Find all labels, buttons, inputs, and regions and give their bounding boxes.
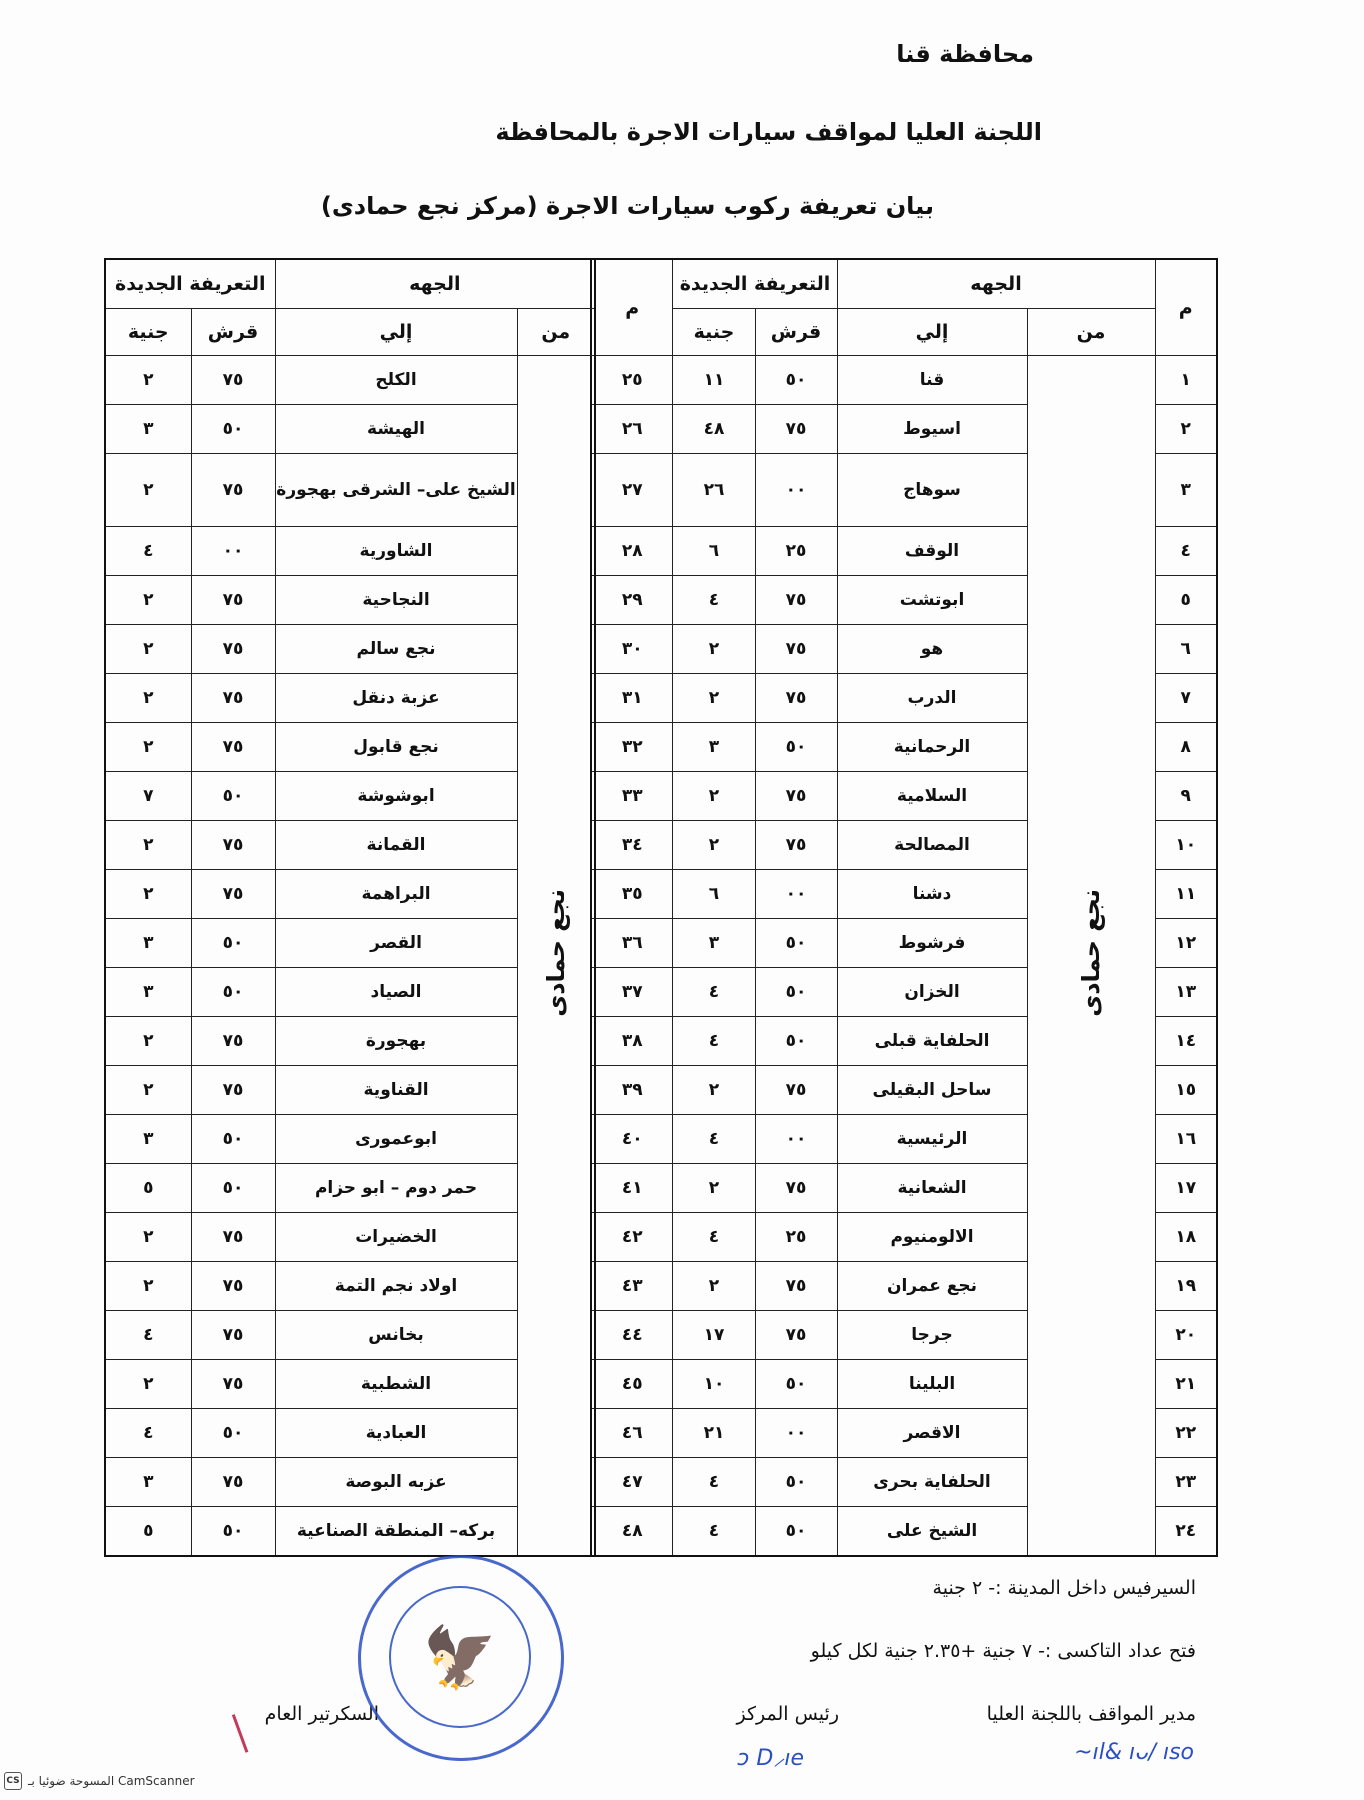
camscanner-watermark — [4, 1772, 195, 1790]
fare-pound: ٦ — [673, 870, 755, 919]
destination: البلينا — [837, 1360, 1027, 1409]
fare-pound: ٢ — [673, 625, 755, 674]
destination: عزبة دنقل — [275, 674, 517, 723]
row-index: ٣٣ — [591, 772, 673, 821]
fare-piaster: ٠٠ — [191, 527, 275, 576]
fare-pound: ٢ — [105, 576, 191, 625]
row-index: ٥ — [1155, 576, 1217, 625]
row-index: ٣٢ — [591, 723, 673, 772]
destination: القمانة — [275, 821, 517, 870]
signatory-secretary: السكرتير العام — [264, 1703, 379, 1725]
fare-pound: ٢ — [105, 1017, 191, 1066]
camscanner-text: المسوحة ضوئيا بـ CamScanner — [28, 1774, 195, 1788]
destination: بخانس — [275, 1311, 517, 1360]
fare-piaster: ٥٠ — [191, 919, 275, 968]
fare-pound: ٤ — [105, 1311, 191, 1360]
destination: الشيخ على– الشرقى بهجورة — [275, 454, 517, 527]
city-service-fare: السيرفيس داخل المدينة :- ٢ جنية — [932, 1577, 1196, 1599]
fare-piaster: ٧٥ — [755, 821, 837, 870]
fare-pound: ٣ — [105, 919, 191, 968]
to-header: إلي — [837, 309, 1027, 356]
fare-piaster: ٧٥ — [191, 356, 275, 405]
fare-pound: ٢ — [105, 1066, 191, 1115]
row-index: ٢٨ — [591, 527, 673, 576]
fare-piaster: ٧٥ — [191, 674, 275, 723]
fare-pound: ٢ — [673, 1164, 755, 1213]
row-index: ١٠ — [1155, 821, 1217, 870]
row-index: ٤٠ — [591, 1115, 673, 1164]
row-index: ٤٤ — [591, 1311, 673, 1360]
fare-pound: ٢ — [673, 674, 755, 723]
fare-pound: ٣ — [105, 1458, 191, 1507]
fare-piaster: ٧٥ — [191, 1360, 275, 1409]
destination: الخزان — [837, 968, 1027, 1017]
piaster-header: قرش — [755, 309, 837, 356]
committee-title: اللجنة العليا لمواقف سيارات الاجرة بالمحافظة — [495, 118, 1042, 146]
destination: دشنا — [837, 870, 1027, 919]
row-index: ٩ — [1155, 772, 1217, 821]
row-index: ٢٤ — [1155, 1507, 1217, 1557]
row-index: ٢٦ — [591, 405, 673, 454]
from-location: نجع حمادى — [1077, 888, 1105, 1017]
destination: الحلفاية بحرى — [837, 1458, 1027, 1507]
fare-piaster: ٧٥ — [191, 870, 275, 919]
destination: النجاحية — [275, 576, 517, 625]
fare-piaster: ٧٥ — [755, 1311, 837, 1360]
fare-pound: ٣ — [105, 968, 191, 1017]
destination: البراهمة — [275, 870, 517, 919]
row-index: ٣٤ — [591, 821, 673, 870]
red-pen-mark — [232, 1707, 267, 1752]
destination: جرجا — [837, 1311, 1027, 1360]
fare-piaster: ٠٠ — [755, 1115, 837, 1164]
row-index: ١٧ — [1155, 1164, 1217, 1213]
pound-header: جنية — [673, 309, 755, 356]
from-location-cell — [1027, 356, 1155, 1557]
fare-piaster: ٧٥ — [191, 1017, 275, 1066]
pound-header: جنية — [105, 309, 191, 356]
row-index: ١١ — [1155, 870, 1217, 919]
row-index: ٢٢ — [1155, 1409, 1217, 1458]
fare-piaster: ٧٥ — [191, 1458, 275, 1507]
row-index: ١٣ — [1155, 968, 1217, 1017]
fare-piaster: ٧٥ — [191, 576, 275, 625]
table-row — [105, 356, 595, 405]
row-index: ٢٩ — [591, 576, 673, 625]
fare-piaster: ٠٠ — [755, 454, 837, 527]
fare-pound: ٢ — [105, 1360, 191, 1409]
row-index: ٣٥ — [591, 870, 673, 919]
fare-piaster: ٥٠ — [755, 1017, 837, 1066]
fare-pound: ٢ — [105, 723, 191, 772]
fare-pound: ٤ — [673, 1507, 755, 1557]
destination: ساحل البقيلى — [837, 1066, 1027, 1115]
row-index: ٧ — [1155, 674, 1217, 723]
destination: الشيخ على — [837, 1507, 1027, 1557]
destination: حمر دوم – ابو حزام — [275, 1164, 517, 1213]
fare-pound: ٤ — [673, 1458, 755, 1507]
fare-piaster: ٧٥ — [191, 1262, 275, 1311]
table-row — [591, 356, 1217, 405]
fare-piaster: ٧٥ — [191, 1066, 275, 1115]
row-index: ٢١ — [1155, 1360, 1217, 1409]
destination: الكلح — [275, 356, 517, 405]
destination: الرئيسية — [837, 1115, 1027, 1164]
fare-piaster: ٥٠ — [755, 1360, 837, 1409]
row-index: ٤٦ — [591, 1409, 673, 1458]
signatory-center-head: رئيس المركز — [736, 1703, 839, 1725]
fare-piaster: ٧٥ — [755, 772, 837, 821]
fare-pound: ٣ — [105, 405, 191, 454]
row-index: ١ — [1155, 356, 1217, 405]
fare-pound: ٤٨ — [673, 405, 755, 454]
fare-piaster: ٥٠ — [191, 968, 275, 1017]
fare-piaster: ٥٠ — [755, 1507, 837, 1557]
fare-piaster: ٧٥ — [191, 821, 275, 870]
fare-pound: ٢ — [105, 454, 191, 527]
row-index: ٤٨ — [591, 1507, 673, 1557]
destination: قنا — [837, 356, 1027, 405]
row-index: ٤٥ — [591, 1360, 673, 1409]
fare-pound: ٢ — [105, 1262, 191, 1311]
fare-piaster: ٥٠ — [191, 1164, 275, 1213]
fare-pound: ٥ — [105, 1507, 191, 1557]
fare-piaster: ٧٥ — [755, 1164, 837, 1213]
piaster-header: قرش — [191, 309, 275, 356]
destination: الهيشة — [275, 405, 517, 454]
eagle-emblem-icon: 🦅 — [389, 1586, 531, 1728]
row-index: ١٥ — [1155, 1066, 1217, 1115]
fare-piaster: ٠٠ — [755, 1409, 837, 1458]
destination: السلامية — [837, 772, 1027, 821]
fare-pound: ٢١ — [673, 1409, 755, 1458]
fare-pound: ٢ — [105, 625, 191, 674]
fare-pound: ١٧ — [673, 1311, 755, 1360]
fare-pound: ٢ — [673, 821, 755, 870]
fare-piaster: ٥٠ — [191, 1507, 275, 1557]
fare-piaster: ٥٠ — [755, 919, 837, 968]
fare-pound: ٤ — [673, 1213, 755, 1262]
fare-pound: ٤ — [673, 1017, 755, 1066]
signature-manager: ~ıl& ıᴗ/ ıso — [1074, 1740, 1194, 1765]
fare-piaster: ٥٠ — [191, 405, 275, 454]
fare-pound: ٢٦ — [673, 454, 755, 527]
row-index: ٦ — [1155, 625, 1217, 674]
direction-header: الجهه — [837, 259, 1155, 309]
fare-pound: ٤ — [673, 576, 755, 625]
row-index: ١٩ — [1155, 1262, 1217, 1311]
destination: الرحمانية — [837, 723, 1027, 772]
fare-pound: ٢ — [105, 821, 191, 870]
row-index: ١٢ — [1155, 919, 1217, 968]
row-index: ٣٦ — [591, 919, 673, 968]
fare-piaster: ٥٠ — [191, 772, 275, 821]
fare-pound: ٣ — [673, 919, 755, 968]
row-index: ٢٥ — [591, 356, 673, 405]
row-index: ٨ — [1155, 723, 1217, 772]
row-index: ٢٣ — [1155, 1458, 1217, 1507]
destination: القناوية — [275, 1066, 517, 1115]
destination: العبادية — [275, 1409, 517, 1458]
destination: المصالحة — [837, 821, 1027, 870]
fare-piaster: ٧٥ — [755, 576, 837, 625]
row-index: ١٤ — [1155, 1017, 1217, 1066]
fare-pound: ٥ — [105, 1164, 191, 1213]
row-index: ٣١ — [591, 674, 673, 723]
official-stamp — [358, 1555, 564, 1761]
row-index: ٣٨ — [591, 1017, 673, 1066]
destination: الدرب — [837, 674, 1027, 723]
fare-pound: ٦ — [673, 527, 755, 576]
fare-pound: ٢ — [105, 870, 191, 919]
fare-pound: ٢ — [673, 1262, 755, 1311]
taxi-meter-fare: فتح عداد التاكسى :- ٧ جنية +٢.٣٥ جنية لكل كيلو — [810, 1640, 1196, 1662]
direction-header: الجهه — [275, 259, 595, 309]
index-header: م — [1155, 259, 1217, 356]
destination: الاقصر — [837, 1409, 1027, 1458]
fare-pound: ٣ — [673, 723, 755, 772]
fare-piaster: ٧٥ — [755, 674, 837, 723]
fare-piaster: ٥٠ — [191, 1409, 275, 1458]
destination: هو — [837, 625, 1027, 674]
index-header-2: م — [591, 259, 673, 356]
fare-table-left — [104, 258, 596, 1557]
destination: الحلفاية قبلى — [837, 1017, 1027, 1066]
row-index: ٣٠ — [591, 625, 673, 674]
fare-piaster: ٧٥ — [191, 1213, 275, 1262]
row-index: ٤١ — [591, 1164, 673, 1213]
from-header: من — [517, 309, 595, 356]
new-fare-header: التعريفة الجديدة — [105, 259, 275, 309]
row-index: ١٨ — [1155, 1213, 1217, 1262]
new-fare-header: التعريفة الجديدة — [673, 259, 837, 309]
fare-piaster: ٧٥ — [191, 625, 275, 674]
destination: الشعانية — [837, 1164, 1027, 1213]
destination: القصر — [275, 919, 517, 968]
fare-piaster: ٧٥ — [191, 1311, 275, 1360]
destination: ابوعمورى — [275, 1115, 517, 1164]
from-location: نجع حمادى — [541, 888, 570, 1017]
row-index: ٢٠ — [1155, 1311, 1217, 1360]
to-header: إلي — [275, 309, 517, 356]
destination: الصياد — [275, 968, 517, 1017]
fare-piaster: ٢٥ — [755, 527, 837, 576]
destination: ابوشوشة — [275, 772, 517, 821]
camscanner-logo-icon: CS — [4, 1772, 22, 1790]
from-location-cell — [517, 356, 595, 1557]
fare-piaster: ٧٥ — [755, 1262, 837, 1311]
fare-piaster: ٥٠ — [755, 723, 837, 772]
destination: اسيوط — [837, 405, 1027, 454]
fare-piaster: ٥٠ — [191, 1115, 275, 1164]
fare-piaster: ٧٥ — [755, 625, 837, 674]
row-index: ١٦ — [1155, 1115, 1217, 1164]
fare-pound: ٢ — [105, 1213, 191, 1262]
destination: نجع عمران — [837, 1262, 1027, 1311]
destination: فرشوط — [837, 919, 1027, 968]
row-index: ٣٧ — [591, 968, 673, 1017]
destination: بركه– المنطقة الصناعية — [275, 1507, 517, 1557]
row-index: ٤٧ — [591, 1458, 673, 1507]
statement-title: بيان تعريفة ركوب سيارات الاجرة (مركز نجع حمادى) — [320, 192, 934, 220]
fare-piaster: ٧٥ — [191, 723, 275, 772]
destination: بهجورة — [275, 1017, 517, 1066]
destination: نجع قابول — [275, 723, 517, 772]
fare-pound: ١٠ — [673, 1360, 755, 1409]
fare-pound: ٢ — [673, 772, 755, 821]
fare-pound: ٢ — [105, 674, 191, 723]
destination: اولاد نجم التمة — [275, 1262, 517, 1311]
fare-pound: ١١ — [673, 356, 755, 405]
destination: الوقف — [837, 527, 1027, 576]
fare-piaster: ٧٥ — [191, 454, 275, 527]
fare-piaster: ٢٥ — [755, 1213, 837, 1262]
destination: ابوتشت — [837, 576, 1027, 625]
destination: الشطبية — [275, 1360, 517, 1409]
fare-piaster: ٠٠ — [755, 870, 837, 919]
from-header: من — [1027, 309, 1155, 356]
row-index: ٤٣ — [591, 1262, 673, 1311]
fare-pound: ٧ — [105, 772, 191, 821]
signatory-manager: مدير المواقف باللجنة العليا — [986, 1703, 1196, 1725]
destination: سوهاج — [837, 454, 1027, 527]
destination: الشاورية — [275, 527, 517, 576]
signature-center-head: ↄ D⸝ıe — [737, 1746, 804, 1771]
row-index: ٢٧ — [591, 454, 673, 527]
row-index: ٤٢ — [591, 1213, 673, 1262]
fare-piaster: ٥٠ — [755, 1458, 837, 1507]
fare-piaster: ٧٥ — [755, 1066, 837, 1115]
destination: عزبه البوصة — [275, 1458, 517, 1507]
row-index: ٣٩ — [591, 1066, 673, 1115]
fare-piaster: ٧٥ — [755, 405, 837, 454]
fare-pound: ٢ — [105, 356, 191, 405]
fare-pound: ٤ — [673, 968, 755, 1017]
row-index: ٢ — [1155, 405, 1217, 454]
destination: الخضيرات — [275, 1213, 517, 1262]
row-index: ٣ — [1155, 454, 1217, 527]
fare-pound: ٤ — [105, 527, 191, 576]
fare-piaster: ٥٠ — [755, 356, 837, 405]
fare-pound: ٤ — [105, 1409, 191, 1458]
row-index: ٤ — [1155, 527, 1217, 576]
fare-pound: ٣ — [105, 1115, 191, 1164]
fare-pound: ٢ — [673, 1066, 755, 1115]
destination: الالومنيوم — [837, 1213, 1027, 1262]
fare-pound: ٤ — [673, 1115, 755, 1164]
fare-piaster: ٥٠ — [755, 968, 837, 1017]
destination: نجع سالم — [275, 625, 517, 674]
fare-table-right — [590, 258, 1218, 1557]
governorate-title: محافظة قنا — [896, 40, 1034, 68]
